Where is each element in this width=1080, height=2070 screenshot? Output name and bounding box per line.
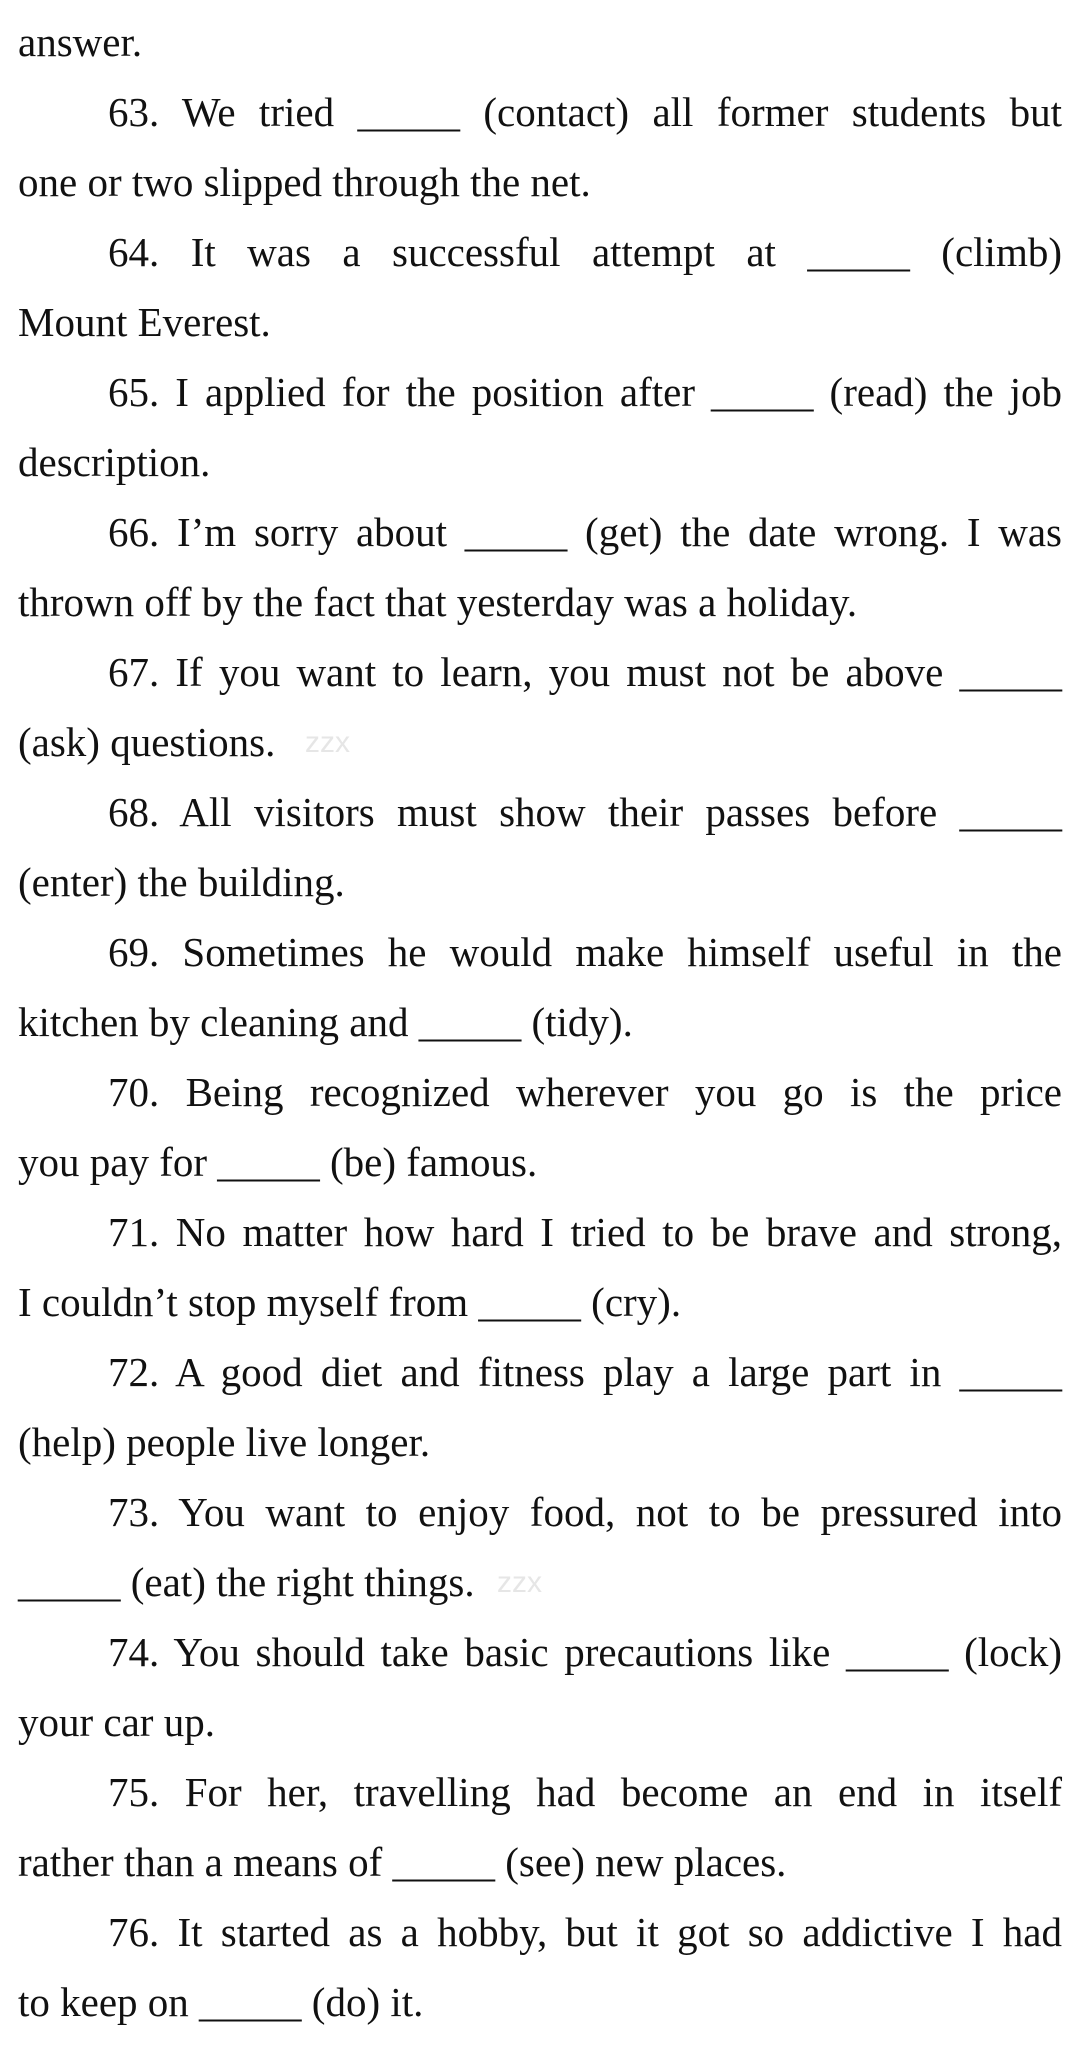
question-71-line-2: I couldn’t stop myself from _____ (cry). <box>18 1279 682 1325</box>
question-72-line-2: (help) people live longer. <box>18 1419 431 1465</box>
question-65-line-2: description. <box>18 439 211 485</box>
question-74-line-2: your car up. <box>18 1699 215 1745</box>
question-71-line-1: 71. No matter how hard I tried to be brave and strong, <box>108 1209 1062 1255</box>
question-67-line-1: 67. If you want to learn, you must not be above _____ <box>108 649 1062 695</box>
text-line: answer. <box>18 19 143 65</box>
question-73-line-1: 73. You want to enjoy food, not to be pressured into <box>108 1489 1062 1535</box>
question-67-line-2: (ask) questions. <box>18 719 276 765</box>
question-66-line-2: thrown off by the fact that yesterday was a holiday. <box>18 579 858 625</box>
question-64-line-1: 64. It was a successful attempt at _____ (climb) <box>108 229 1062 275</box>
question-68-line-2: (enter) the building. <box>18 859 345 905</box>
watermark: zzx <box>305 726 350 759</box>
question-69-line-1: 69. Sometimes he would make himself useful in the <box>108 929 1062 975</box>
question-68-line-1: 68. All visitors must show their passes before _____ <box>108 789 1062 835</box>
watermark: zzx <box>497 1566 542 1599</box>
question-75-line-2: rather than a means of _____ (see) new places. <box>18 1839 787 1885</box>
question-64-line-2: Mount Everest. <box>18 299 271 345</box>
question-70-line-1: 70. Being recognized wherever you go is the price <box>108 1069 1062 1115</box>
question-69-line-2: kitchen by cleaning and _____ (tidy). <box>18 999 633 1045</box>
question-76-line-2: to keep on _____ (do) it. <box>18 1979 424 2025</box>
question-66-line-1: 66. I’m sorry about _____ (get) the date wrong. I was <box>108 509 1062 555</box>
question-73-line-2: _____ (eat) the right things. <box>18 1559 475 1605</box>
question-70-line-2: you pay for _____ (be) famous. <box>18 1139 538 1185</box>
question-74-line-1: 74. You should take basic precautions like _____ (lock) <box>108 1629 1062 1675</box>
question-63-line-1: 63. We tried _____ (contact) all former students but <box>108 89 1062 135</box>
question-65-line-1: 65. I applied for the position after _____ (read) the job <box>108 369 1062 415</box>
question-72-line-1: 72. A good diet and fitness play a large part in _____ <box>108 1349 1062 1395</box>
question-75-line-1: 75. For her, travelling had become an end in itself <box>108 1769 1062 1815</box>
question-63-line-2: one or two slipped through the net. <box>18 159 591 205</box>
question-76-line-1: 76. It started as a hobby, but it got so addictive I had <box>108 1909 1062 1955</box>
